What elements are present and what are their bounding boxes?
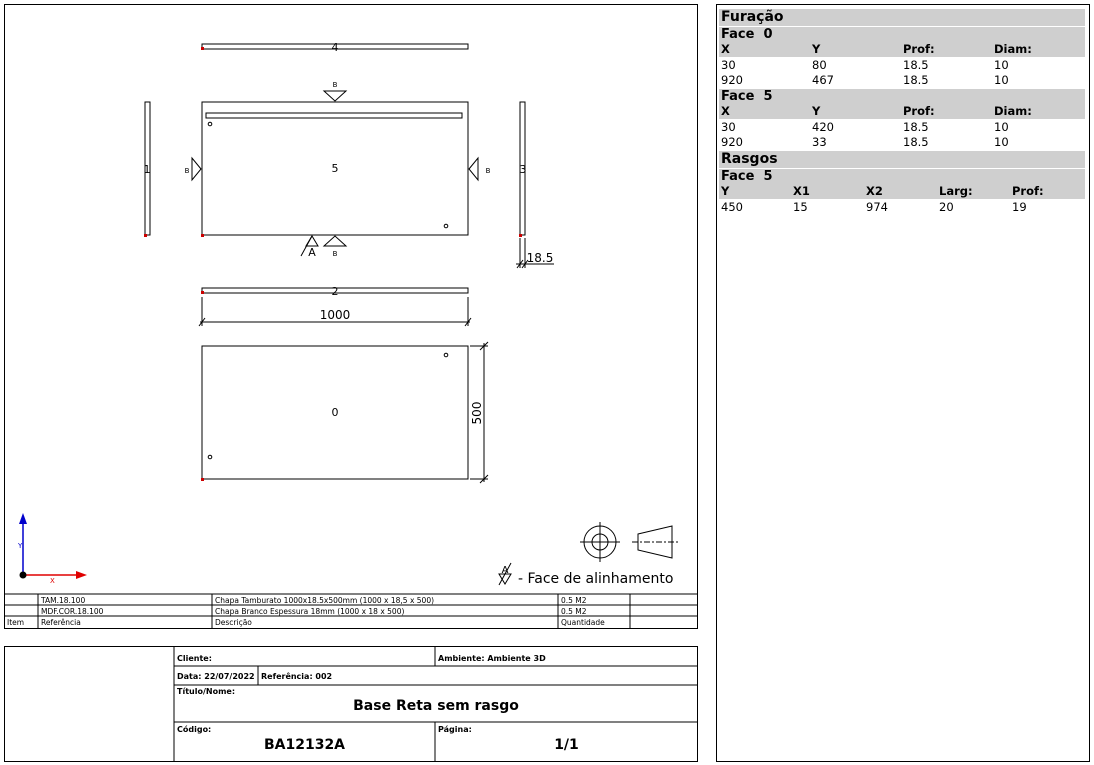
face5-title: Face 5 [721,89,773,104]
axis-x-label: X [50,577,55,585]
cell: 18.5 [903,73,929,87]
col-y: Y [812,42,821,56]
part-1-qty: 0.5 M2 [561,596,587,605]
col-y: Y [721,184,730,198]
face-2-label: 2 [331,285,339,298]
axis-y-arrow [19,513,27,524]
table-row [719,58,1085,73]
col-prof: Prof: [1012,184,1044,198]
cell: 450 [721,200,743,214]
b-label-top: B [332,81,338,89]
table-row [719,120,1085,135]
rasgos-columns [719,184,1085,199]
titulo-label: Título/Nome: [177,687,236,696]
rasgos-face-header [719,169,1085,184]
col-x: X [721,104,730,118]
cell: 33 [812,135,827,149]
cell: 30 [721,58,736,72]
rasgos-title: Rasgos [721,151,778,167]
part-1-desc: Chapa Tamburato 1000x18.5x500mm (1000 x 18,5 x 500) [215,596,435,605]
part-2-ref: MDF.COR.18.100 [41,607,104,616]
col-diam: Diam: [994,104,1032,118]
pagina-value: 1/1 [554,737,579,753]
axis-y-label: Y [18,542,23,550]
cell: 19 [1012,200,1027,214]
b-label-right: B [485,167,491,175]
face-5-label: 5 [331,162,339,175]
table-row [719,73,1085,88]
codigo-value: BA12132A [263,737,346,753]
furacao-title: Furação [721,9,784,25]
cell: 18.5 [903,135,929,149]
cell: 974 [866,200,888,214]
marker-b-right [469,158,478,180]
axis-origin [20,572,27,579]
face-4-label: 4 [331,41,339,54]
cliente-label: Cliente: [177,654,212,663]
marker-b-left [192,158,201,180]
cell: 467 [812,73,834,87]
cell: 10 [994,135,1009,149]
furacao-header [719,9,1085,26]
pagina-label: Página: [438,725,472,734]
col-y: Y [812,104,821,118]
col-prof: Prof: [903,42,935,56]
marker-b-bottom [324,236,346,246]
face0-header [719,27,1085,42]
cell: 80 [812,58,827,72]
cell: 920 [721,73,743,87]
table-row [719,200,1085,215]
thickness-dimension: 18.5 [526,251,554,265]
rasgos-header [719,151,1085,168]
hole-mark [208,122,212,126]
cell: 10 [994,73,1009,87]
face5-columns [719,104,1085,119]
cell: 15 [793,200,808,214]
titulo-value: Base Reta sem rasgo [353,698,519,714]
face-0-label: 0 [331,406,339,419]
axis-x-arrow [76,571,87,579]
hole-mark [208,455,212,459]
b-label-left: B [184,167,190,175]
axis-gizmo [19,513,87,579]
col-x1: X1 [793,184,810,198]
cell: 420 [812,120,834,134]
part-2-qty: 0.5 M2 [561,607,587,616]
codigo-label: Código: [177,725,212,734]
face5-header [719,89,1085,104]
col-x2: X2 [866,184,883,198]
parts-header-desc: Descrição [215,618,252,627]
part-1-ref: TAM.18.100 [41,596,86,605]
referencia-label: Referência: 002 [261,672,333,681]
parts-header-ref: Referência [41,618,81,627]
cell: 920 [721,135,743,149]
groove-slot [206,113,462,118]
cell: 20 [939,200,954,214]
height-dimension: 500 [470,401,484,425]
cell: 10 [994,120,1009,134]
col-larg: Larg: [939,184,973,198]
marker-b-top [324,91,346,101]
table-row [719,135,1085,150]
cell: 18.5 [903,120,929,134]
cell: 18.5 [903,58,929,72]
width-dimension: 1000 [319,308,351,322]
face0-title: Face 0 [721,27,773,42]
face-1-label: 1 [143,163,151,176]
col-prof: Prof: [903,104,935,118]
cell: 10 [994,58,1009,72]
legend-text: - Face de alinhamento [518,571,674,587]
legend-a-letter: A [501,565,509,576]
b-label-bottom: B [332,250,338,258]
data-label: Data: 22/07/2022 [177,672,255,681]
cell: 30 [721,120,736,134]
hole-mark [444,353,448,357]
col-x: X [721,42,730,56]
face0-columns [719,42,1085,57]
ambiente-label: Ambiente: Ambiente 3D [438,654,546,663]
projection-cone [638,526,672,558]
parts-header-qty: Quantidade [561,618,605,627]
face-3-label: 3 [519,163,527,176]
rasgos-face-title: Face 5 [721,169,773,184]
part-2-desc: Chapa Branco Espessura 18mm (1000 x 18 x 500) [215,607,405,616]
col-diam: Diam: [994,42,1032,56]
parts-header-item: Item [7,618,25,627]
hole-mark [444,224,448,228]
a-label: A [308,246,316,259]
